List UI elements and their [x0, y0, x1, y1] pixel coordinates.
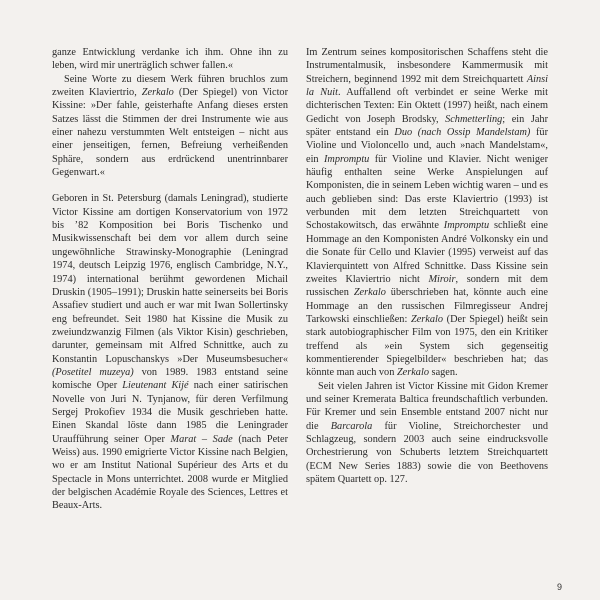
work-title: Zerkalo — [353, 287, 386, 299]
text-run: . Auffallend oft verbindet er seine Werke mit dichterischen Texten: Ein Oktett (1997) heißt, nach einem Gedicht von Joseph Brodsky, — [306, 87, 549, 125]
paragraph-zerkalo-intro — [52, 73, 288, 180]
text-run: (Der Spiegel) heißt sein stark autobiographischer Film von 1975, den ein Kritiker treffend als »ein System sich gegenseitig kommentierender Spiegelbilder« beschrieben hat; das könnte man auch von — [306, 313, 549, 379]
right-column — [306, 46, 548, 486]
work-title: Barcarola — [330, 420, 373, 432]
work-title: Impromptu — [323, 153, 370, 165]
left-column — [52, 46, 288, 513]
page-number: 9 — [556, 582, 562, 592]
text-run: für Violine und Klavier. Nicht weniger häufig enthalten seine Werke Anspielungen auf Komponisten, die in seinem Leben wichtig waren – und es auch geblieben sind: Das erste Klaviertrio (1993) ist verbunden mit dem letzten Streichquartett von Schostakowitsch, das erwähnte — [306, 153, 548, 232]
text-run: Seine Worte zu diesem Werk führen bruchlos zum zweiten Klaviertrio, — [52, 73, 288, 99]
work-title: Miroir — [428, 273, 456, 285]
text-run: Im Zentrum seines kompositorischen Schaffens steht die Instrumentalmusik, insbesondere Kammermusik mit Streichern, beginnend 1992 mit dem Streichquartett — [306, 47, 548, 85]
work-title: Zerkalo — [141, 87, 174, 99]
work-title: Lieutenant Kijé — [122, 380, 189, 392]
text-run: Seit vielen Jahren ist Victor Kissine mit Gidon Kremer und seiner Kremerata Baltica freundschaftlich verbunden. Für Kremer und sein Ensemble entstand 2007 nicht nur die — [306, 380, 548, 432]
work-title: Marat – Sade — [170, 433, 233, 445]
work-title: Duo (nach Ossip Mandelstam) — [394, 127, 531, 139]
text-run: Geboren in St. Petersburg (damals Leningrad), studierte Victor Kissine am dortigen Konservatorium von 1972 bis ’82 Komposition bei Boris Tischenko und Musikwissenschaft bei dem vor allem durch seine ungewöhnliche Strawinsky-Monographie (Leningrad 1974, deutsch Leipzig 1976, englisch Cambridge, N.Y., 1974) international berühmt gewordenen Michail Druskin (1905–1991); Druskin hatte seinerseits bei Boris Assafiev studiert und auch er war mit Iwan Sollertinsky eng befreundet. Seit 1980 hat Kissine die Musik zu zweiundzwanzig Filmen (als Viktor Kisin) geschrieben, darunter, gemeinsam mit Alfred Schnittke, auch zu Konstantin Lopuschanskys »Der Museumsbesucher« — [52, 193, 288, 365]
paragraph-kremer — [306, 380, 548, 487]
text-run: überschrieben hat, könnte auch eine Hommage an den russischen Filmregisseur Andrej Tarkowski einschließen: — [306, 287, 548, 325]
paragraph-works — [306, 46, 548, 380]
paragraph-biography — [52, 192, 288, 512]
text-run: nach einer satirischen Novelle von Juri N. Tynjanow, für deren Verfilmung Sergej Prokofiev 1934 die Musik geschrieben hatte. Einen Skandal löste dann 1985 die Leningrader Uraufführung seiner Oper — [52, 380, 288, 445]
work-title: Impromptu — [443, 220, 490, 232]
text-run: (Der Spiegel) von Victor Kissine: »Der fahle, geisterhafte Anfang dieses ersten Satzes lässt die Stimmen der drei Instrumente wie aus einer nahezu verstummten Welt entsteigen – nicht aus einer jenseitigen, fernen, Befreiung verheißenden Sphäre, sondern aus erdrückend unentrinnbarer Gegenwart.« — [52, 87, 289, 179]
paragraph-continuation: ganze Entwicklung verdanke ich ihm. Ohne ihn zu leben, wird mir unerträglich schwer fallen.« — [52, 47, 288, 72]
work-title: Schmetterling — [445, 113, 503, 125]
work-title: Zerkalo — [410, 313, 444, 325]
work-title: Zerkalo — [396, 367, 429, 379]
text-run: für Violine und Violoncello und, auch »nach Mandelstam«, ein — [306, 127, 548, 165]
text-run: von 1989. 1983 entstand seine komische Oper — [52, 366, 288, 392]
text-run: ; ein Jahr später entstand ein — [306, 113, 548, 139]
work-title: (Posetitel muzeya) — [52, 366, 134, 378]
text-run: für Violine, Streichorchester und Schlagzeug, sondern 2003 auch seine eindrucksvolle Orchestrierung von Schuberts letztem Streichquartett (ECM New Series 1883) sowie die von Beethovens spätem Quartett op. 127. — [306, 420, 548, 485]
text-run: sagen. — [428, 367, 458, 379]
text-run: , sondern mit dem russischen — [306, 273, 548, 299]
work-title: Ainsi la Nuit — [306, 73, 548, 99]
text-run: schließt eine Hommage an den Komponisten André Volkonsky ein und die Sonate für Cello und Klavier (1995) verweist auf das Klavierquintett von Alfred Schnittke. Dass Kissine sein zweites Klaviertrio nicht — [306, 220, 549, 285]
text-run: (nach Peter Weiss) aus. 1990 emigrierte Victor Kissine nach Belgien, wo er am Institut National Supérieur des Arts et du Spectacle in Mons unterrichtet. 2008 wurde er Mitglied der belgischen Académie Royale des Sciences, Lettres et Beaux-Arts. — [52, 433, 288, 512]
